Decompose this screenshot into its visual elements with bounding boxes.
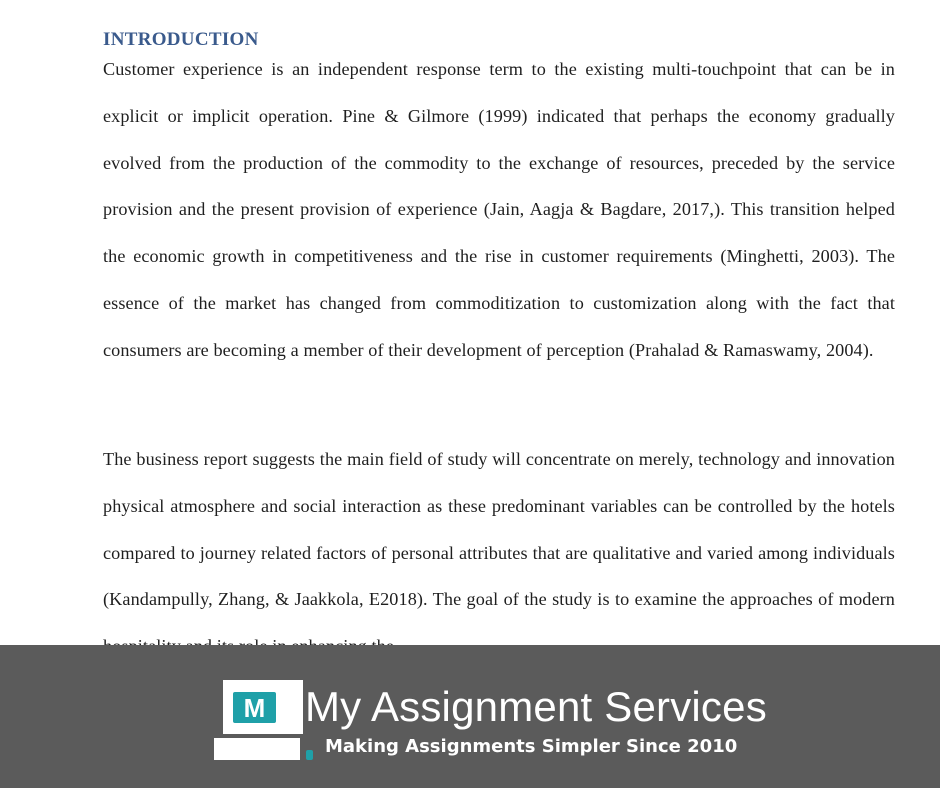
paragraph-1: Customer experience is an independent response term to the existing multi-touchpoint that can be in explicit or implicit operation. Pine & Gilmore (1999) indicated that perhaps the economy gradually evolved from the production of the commodity to the exchange of resources, preceded by the service provision and the present provision of experience (Jain, Aagja & Bagdare, 2017,). This transition helped the economic growth in competitiveness and the rise in customer requirements (Minghetti, 2003). The essence of the market has changed from commoditization to customization along with the fact that consumers are becoming a member of their development of perception (Prahalad & Ramaswamy, 2004). xyxy=(103,59,895,360)
document-page xyxy=(103,0,895,645)
brand-tagline: Making Assignments Simpler Since 2010 xyxy=(325,736,738,757)
laptop-icon xyxy=(214,678,318,762)
brand-name: My Assignment Services xyxy=(305,683,767,730)
logo-letter: M xyxy=(243,693,266,723)
paragraph-2: The business report suggests the main field of study will concentrate on merely, technology and innovation physical atmosphere and social interaction as these predominant variables can be controlled by the hotels compared to journey related factors of personal attributes that are qualitative and varied among individuals (Kandampully, Zhang, & Jaakkola, E2018). The goal of the study is to examine the approaches of modern xyxy=(103,449,895,610)
section-heading: INTRODUCTION xyxy=(103,29,259,50)
